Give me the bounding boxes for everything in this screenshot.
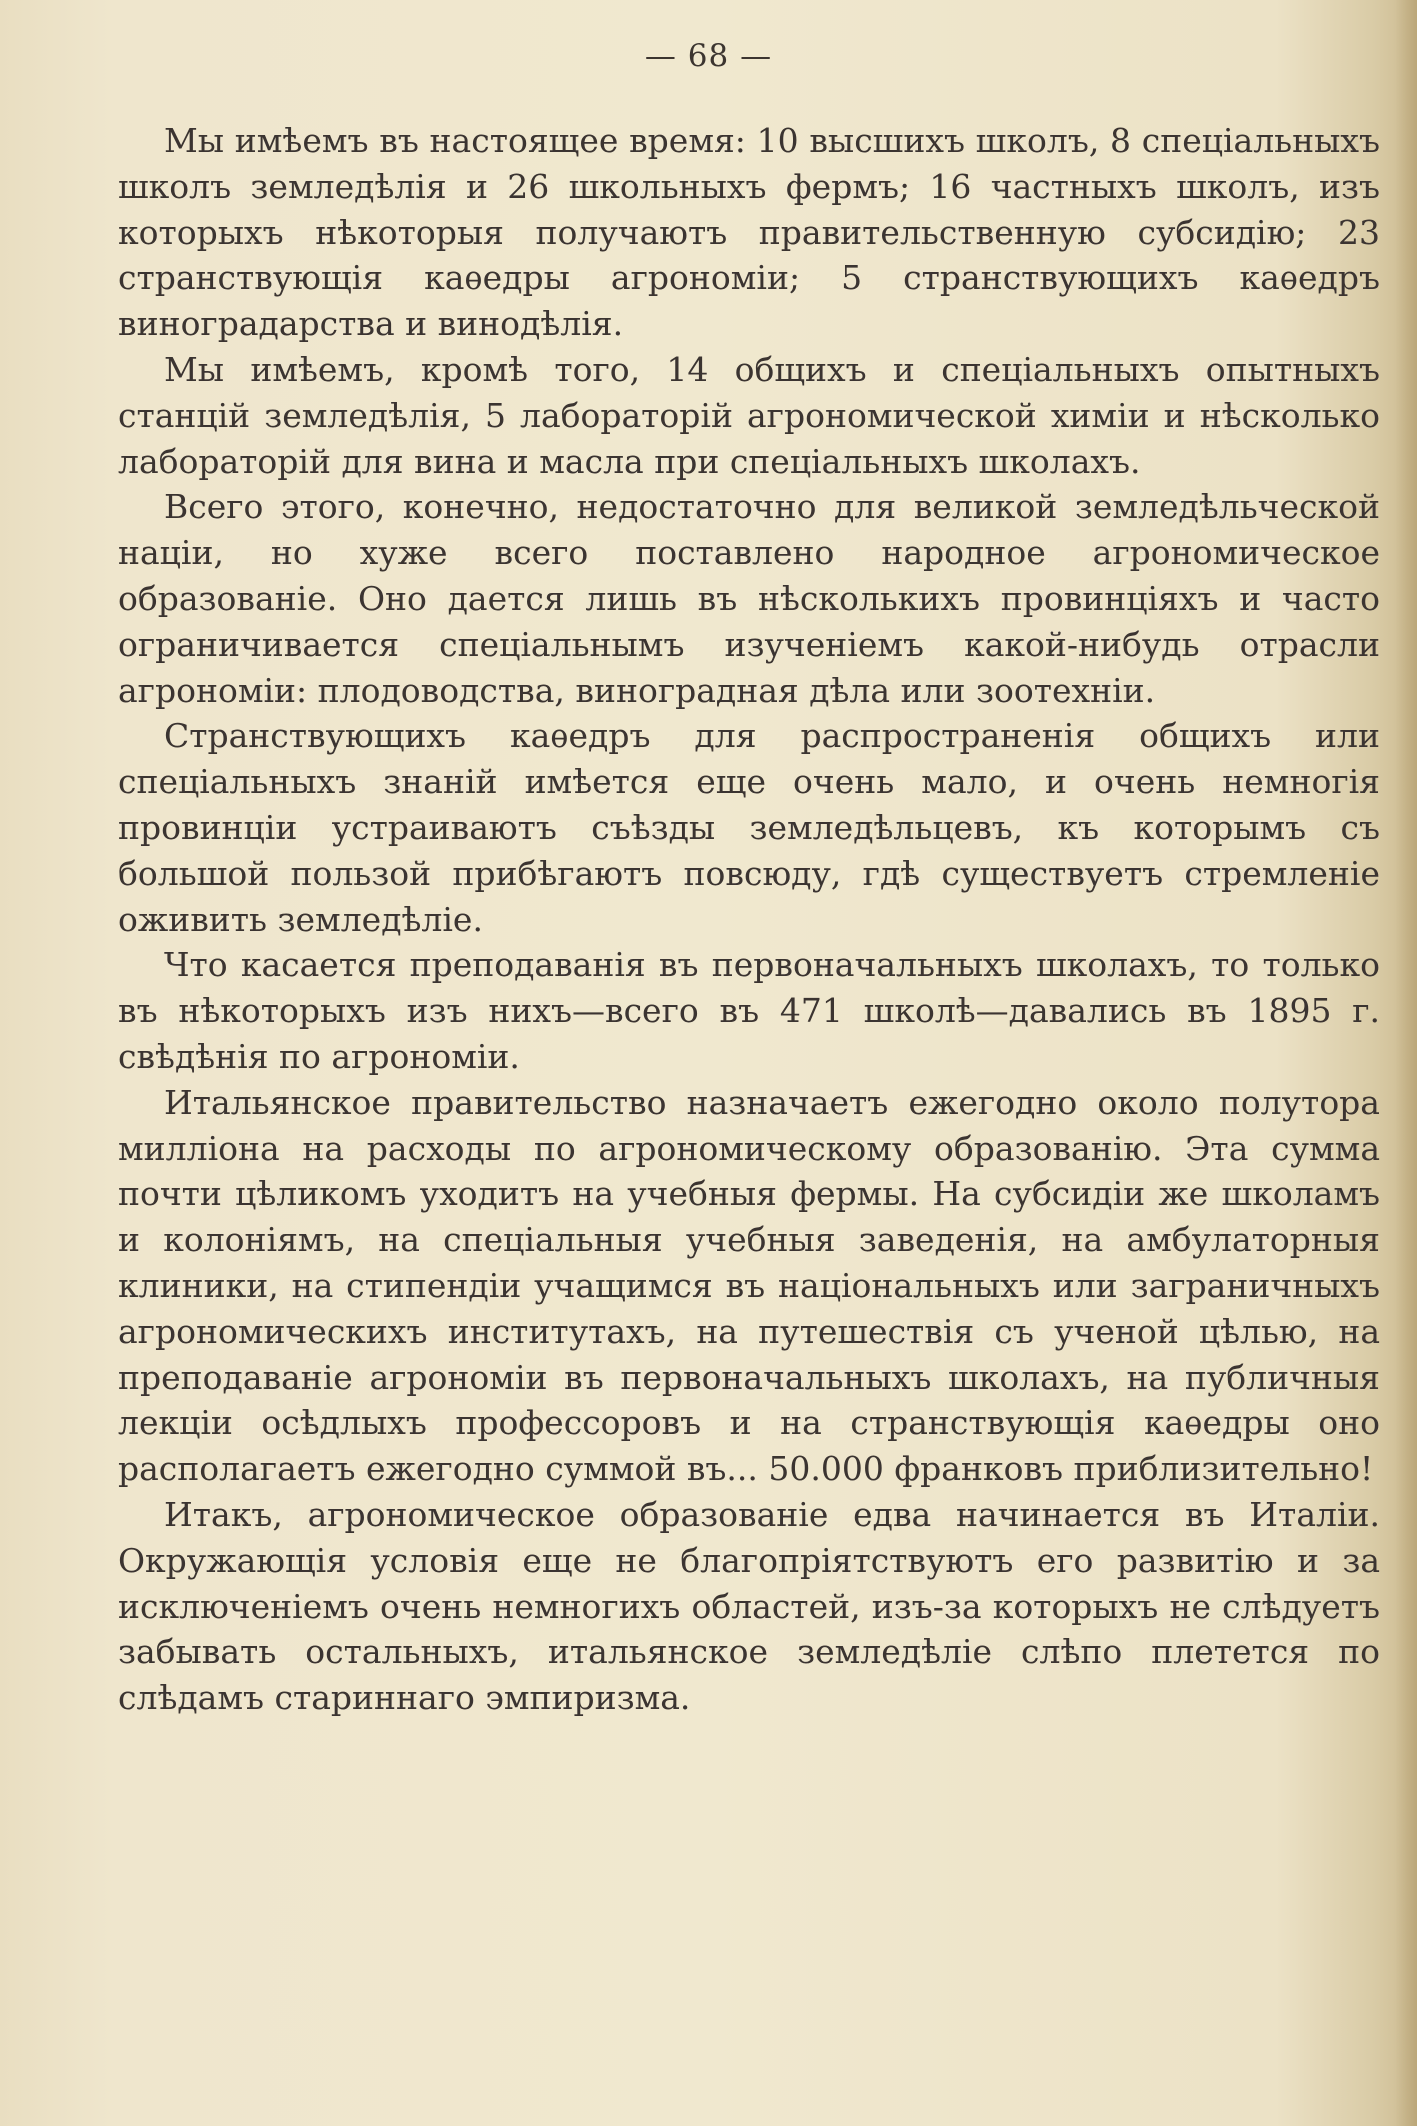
page-edge-shadow bbox=[1395, 0, 1417, 2126]
paragraph-3: Всего этого, конечно, недостаточно для великой земледѣльческой націи, но хуже всего поставлено народное агрономическое образованіе. Оно дается лишь въ нѣсколькихъ провинціяхъ и часто ограничивается спеціальнымъ изученіемъ какой-нибудь отрасли агрономіи: плодоводства, виноградная дѣла или зоотехніи. bbox=[118, 487, 1380, 710]
paragraph-2: Мы имѣемъ, кромѣ того, 14 общихъ и спеціальныхъ опытныхъ станцій земледѣлія, 5 лабораторій агрономической химіи и нѣсколько лабораторій для вина и масла при спеціальныхъ школахъ. bbox=[118, 349, 1380, 481]
paragraph-5: Что касается преподаванія въ первоначальныхъ школахъ, то только въ нѣкоторыхъ изъ нихъ—всего въ 471 школѣ—давались въ 1895 г. свѣдѣнія по агрономіи. bbox=[118, 945, 1380, 1076]
body-text bbox=[118, 118, 1380, 1721]
paragraph-7: Итакъ, агрономическое образованіе едва начинается въ Италіи. Окружающія условія еще не благопріятствуютъ его развитію и за исключеніемъ очень немногихъ областей, изъ-за которыхъ не слѣдуетъ забывать остальныхъ, итальянское земледѣліе слѣпо плетется по слѣдамъ стариннаго эмпиризма. bbox=[118, 1494, 1380, 1718]
paragraph-6: Итальянское правительство назначаетъ ежегодно около полутора милліона на расходы по агрономическому образованію. Эта сумма почти цѣликомъ уходитъ на учебныя фермы. На субсидіи же школамъ и колоніямъ, на спеціальныя учебныя заведенія, на амбулаторныя клиники, на стипендіи учащимся въ національныхъ или заграничныхъ агрономическихъ институтахъ, на путешествія съ ученой цѣлью, на преподаваніе агрономіи въ первоначальныхъ школахъ, на публичныя лекціи осѣдлыхъ профессоровъ и на странствующія каѳедры оно располагаетъ ежегодно суммой въ... 50.000 франковъ приблизительно! bbox=[118, 1082, 1380, 1489]
paragraph-1: Мы имѣемъ въ настоящее время: 10 высшихъ школъ, 8 спеціальныхъ школъ земледѣлія и 26 школьныхъ фермъ; 16 частныхъ школъ, изъ которыхъ нѣкоторыя получаютъ правительственную субсидію; 23 странствующія каѳедры агрономіи; 5 странствующихъ каѳедръ виноградарства и винодѣлія. bbox=[118, 121, 1380, 344]
paragraph-4: Странствующихъ каѳедръ для распространенія общихъ или спеціальныхъ знаній имѣется еще очень мало, и очень немногія провинціи устраиваютъ съѣзды земледѣльцевъ, къ которымъ съ большой пользой прибѣгаютъ повсюду, гдѣ существуетъ стремленіе оживить земледѣліе. bbox=[118, 716, 1380, 939]
page-number: — 68 — bbox=[644, 38, 773, 74]
